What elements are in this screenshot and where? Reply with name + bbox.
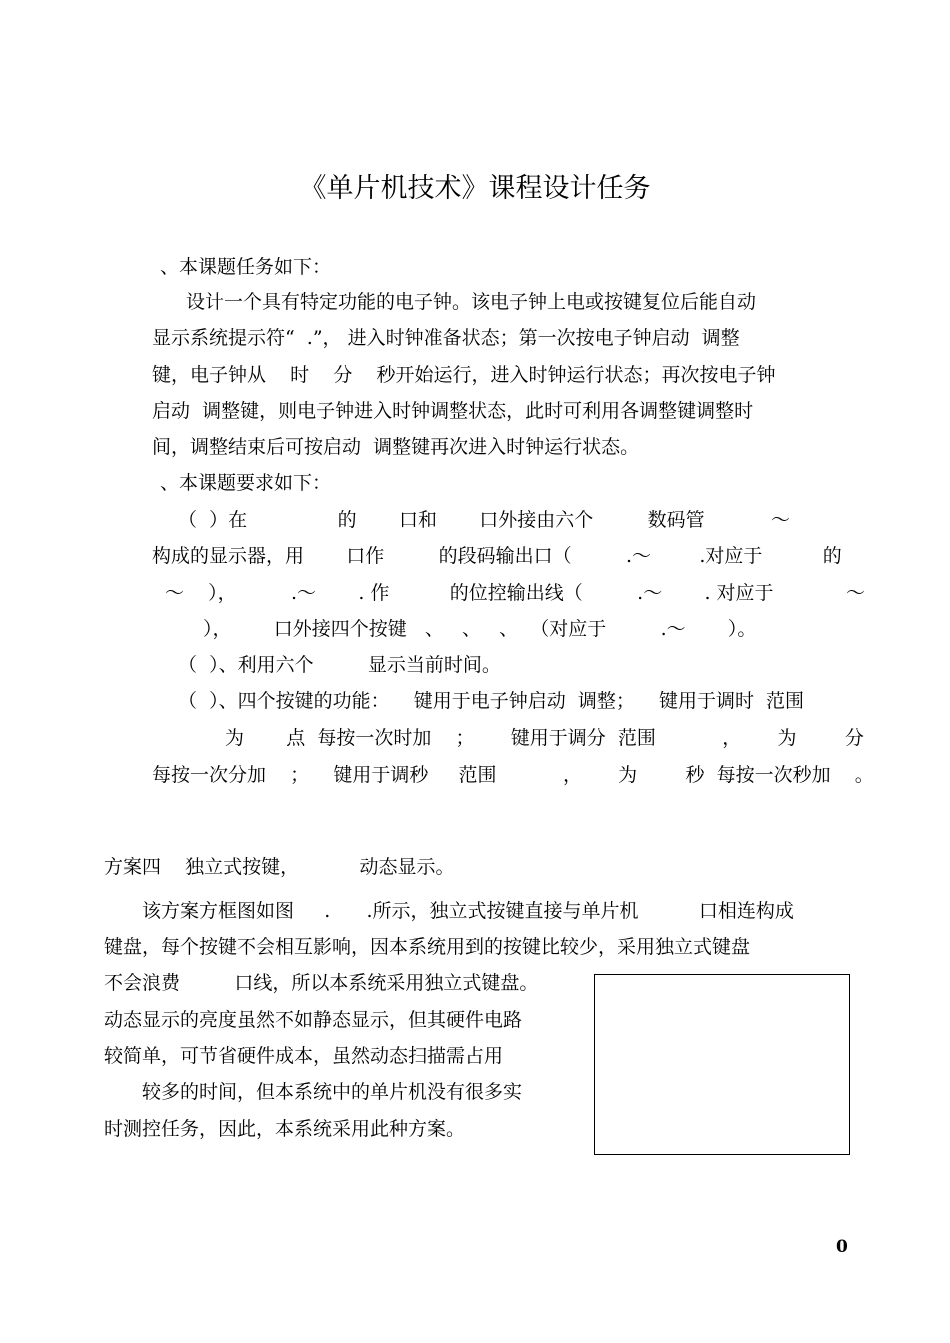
page-number: 0 — [836, 1237, 848, 1257]
section-1-line: 启动 调整键，则电子钟进入时钟调整状态，此时可利用各调整键调整时 — [152, 400, 754, 422]
section-2-line: （ ）、利用六个 显示当前时间。 — [178, 654, 501, 676]
plan-line: 不会浪费 口线，所以本系统采用独立式键盘。 — [104, 972, 539, 994]
section-2-line: ）， 口外接四个按键 、 、 、 （对应于 .～ ）。 — [203, 618, 757, 640]
section-2-line: （ ）、四个按键的功能： 键用于电子钟启动 调整； 键用于调时 范围 — [178, 690, 805, 712]
section-2-line: 每按一次分加 ； 键用于调秒 范围 ， 为 秒 每按一次秒加 。 — [152, 764, 874, 786]
section-2-line: 构成的显示器，用 口作 的段码输出口（ .～ .对应于 的 — [152, 545, 842, 567]
section-2-heading: 、本课题要求如下： — [160, 472, 332, 494]
plan-line: 较简单，可节省硬件成本，虽然动态扫描需占用 — [104, 1045, 504, 1067]
plan-heading: 方案四 独立式按键， 动态显示。 — [104, 856, 455, 878]
section-2-line: （ ）在 的 口和 口外接由六个 数码管 ～ — [178, 509, 791, 531]
page-title: 《单片机技术》课程设计任务 — [299, 173, 651, 204]
plan-line: 该方案方框图如图 . .所示，独立式按键直接与单片机 口相连构成 — [142, 900, 794, 922]
section-1-line: 键，电子钟从 时 分 秒开始运行，进入时钟运行状态；再次按电子钟 — [152, 364, 776, 386]
plan-line: 较多的时间，但本系统中的单片机没有很多实 — [142, 1081, 523, 1103]
plan-line: 时测控任务，因此，本系统采用此种方案。 — [104, 1118, 466, 1140]
section-1-line: 间，调整结束后可按启动 调整键再次进入时钟运行状态。 — [152, 436, 640, 458]
block-diagram-placeholder — [594, 974, 850, 1155]
plan-line: 动态显示的亮度虽然不如静态显示，但其硬件电路 — [104, 1009, 523, 1031]
section-1-heading: 、本课题任务如下： — [160, 256, 332, 278]
plan-line: 键盘，每个按键不会相互影响，因本系统用到的按键比较少，采用独立式键盘 — [104, 936, 751, 958]
section-2-line: 为 点 每按一次时加 ； 键用于调分 范围 ， 为 分 — [225, 727, 864, 749]
section-1-line: 设计一个具有特定功能的电子钟。该电子钟上电或按键复位后能自动 — [186, 291, 757, 313]
section-2-line: ～ ）， .～ . 作 的位控输出线（ .～ . 对应于 ～ — [165, 582, 866, 604]
section-1-line: 显示系统提示符“ .”， 进入时钟准备状态；第一次按电子钟启动 调整 — [152, 327, 740, 349]
